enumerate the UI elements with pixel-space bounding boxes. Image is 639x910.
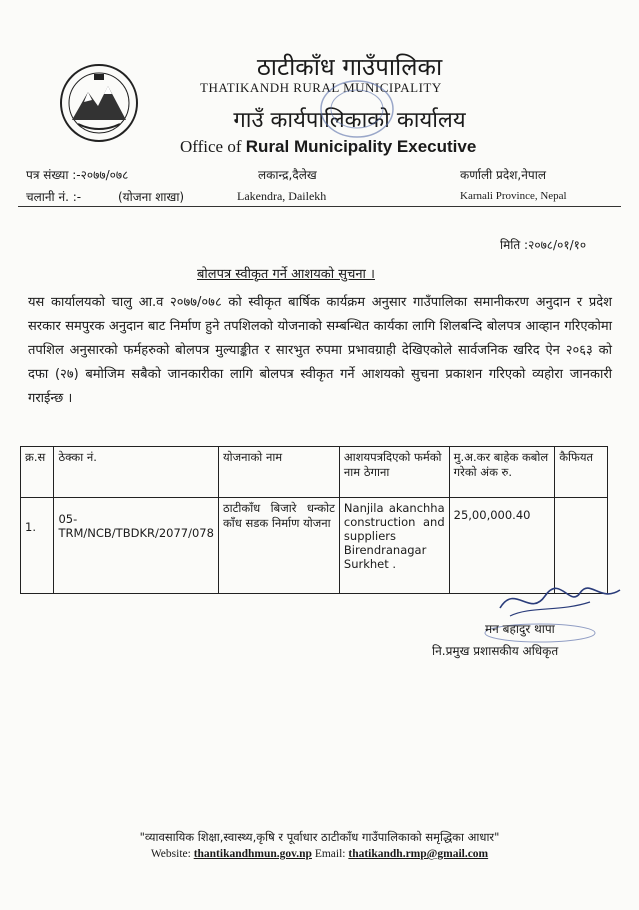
cell-project-name: ठाटीकाँध बिजारे धन्कोट काँध सडक निर्माण योजना	[218, 498, 339, 594]
np-location: लकान्द्र,दैलेख	[258, 168, 317, 182]
np-office: गाउँ कार्यपालिकाको कार्यालय	[233, 108, 466, 133]
np-title: ठाटीकाँध गाउँपालिका	[256, 53, 443, 81]
cell-contract-no: 05-TRM/NCB/TBDKR/2077/078	[54, 498, 218, 594]
np-province: कर्णाली प्रदेश,नेपाल	[460, 168, 546, 182]
en-title: THATIKANDH RURAL MUNICIPALITY	[200, 80, 442, 95]
table-header-row	[21, 447, 608, 498]
section-name: (योजना शाखा)	[118, 190, 185, 204]
signer-title: नि.प्रमुख प्रशासकीय अधिकृत	[432, 644, 559, 658]
col-header-contract-no: ठेक्का नं.	[54, 447, 218, 498]
col-header-project-name: योजनाको नाम	[218, 447, 339, 498]
cell-firm-name: Nanjila akanchha construction and suppliers Birendranagar Surkhet .	[339, 498, 449, 594]
col-header-firm-name: आशयपत्रदिएको फर्मको नाम ठेगाना	[339, 447, 449, 498]
en-location: Lakendra, Dailekh	[237, 189, 327, 203]
contract-table	[20, 446, 608, 594]
col-header-remarks: कैफियत	[555, 447, 608, 498]
office-seal-stamp	[318, 78, 396, 140]
cell-bid-amount: 25,00,000.40	[449, 498, 555, 594]
signer-name: मन बहादुर थापा	[485, 622, 555, 636]
footer-motto: "व्यावसायिक शिक्षा,स्वास्थ्य,कृषि र पूर्वाधार ठाटीकाँध गाउँपालिकाको समृद्धिका आधार"	[139, 830, 500, 844]
notice-body: यस कार्यालयको चालु आ.व २०७७/०७८ को स्वीकृत बार्षिक कार्यक्रम अनुसार गाउँपालिका समानीकरण अनुदान र प्रदेश सरकार समपुरक अनुदान बाट निर्माण हुने तपशिलको योजनाको सम्बन्धित कार्यका लागि शिलबन्दि बोलपत्र आव्हान गरिएकोमा तपशिल अनुसारको फर्महरुको बोलपत्र मुल्याङ्कीत र सारभुत रुपमा प्रभावग्राही देखिएकोले सार्वजनिक खरिद ऐन २०६३ को दफा (२७) बमोजिम सबैको जानकारीका लागि बोलपत्र स्वीकृत गर्ने आशयको सुचना प्रकाशन गरिएको व्यहोरा जानकारी गराईन्छ ।	[28, 295, 612, 406]
en-office: Office of Rural Municipality Executive	[180, 137, 477, 156]
footer-contact: Website: thantikandhmun.gov.np Email: thatikandh.rmp@gmail.com	[150, 848, 489, 860]
handwritten-signature	[470, 578, 639, 648]
email-link[interactable]: thatikandh.rmp@gmail.com	[348, 848, 489, 860]
col-header-sn: क्र.स	[21, 447, 54, 498]
en-province: Karnali Province, Nepal	[460, 190, 567, 202]
cell-sn: 1.	[21, 498, 54, 594]
notice-date: मिति :२०७८/०१/१०	[500, 238, 587, 252]
letter-number: पत्र संख्या :-२०७७/०७८	[26, 168, 129, 182]
notice-subject: बोलपत्र स्वीकृत गर्ने आशयको सुचना ।	[197, 267, 375, 282]
header-divider	[18, 206, 621, 207]
dispatch-number: चलानी नं. :-	[26, 190, 82, 204]
col-header-bid-amount: मु.अ.कर बाहेक कबोल गरेको अंक रु.	[449, 447, 555, 498]
website-link[interactable]: thantikandhmun.gov.np	[193, 848, 312, 860]
